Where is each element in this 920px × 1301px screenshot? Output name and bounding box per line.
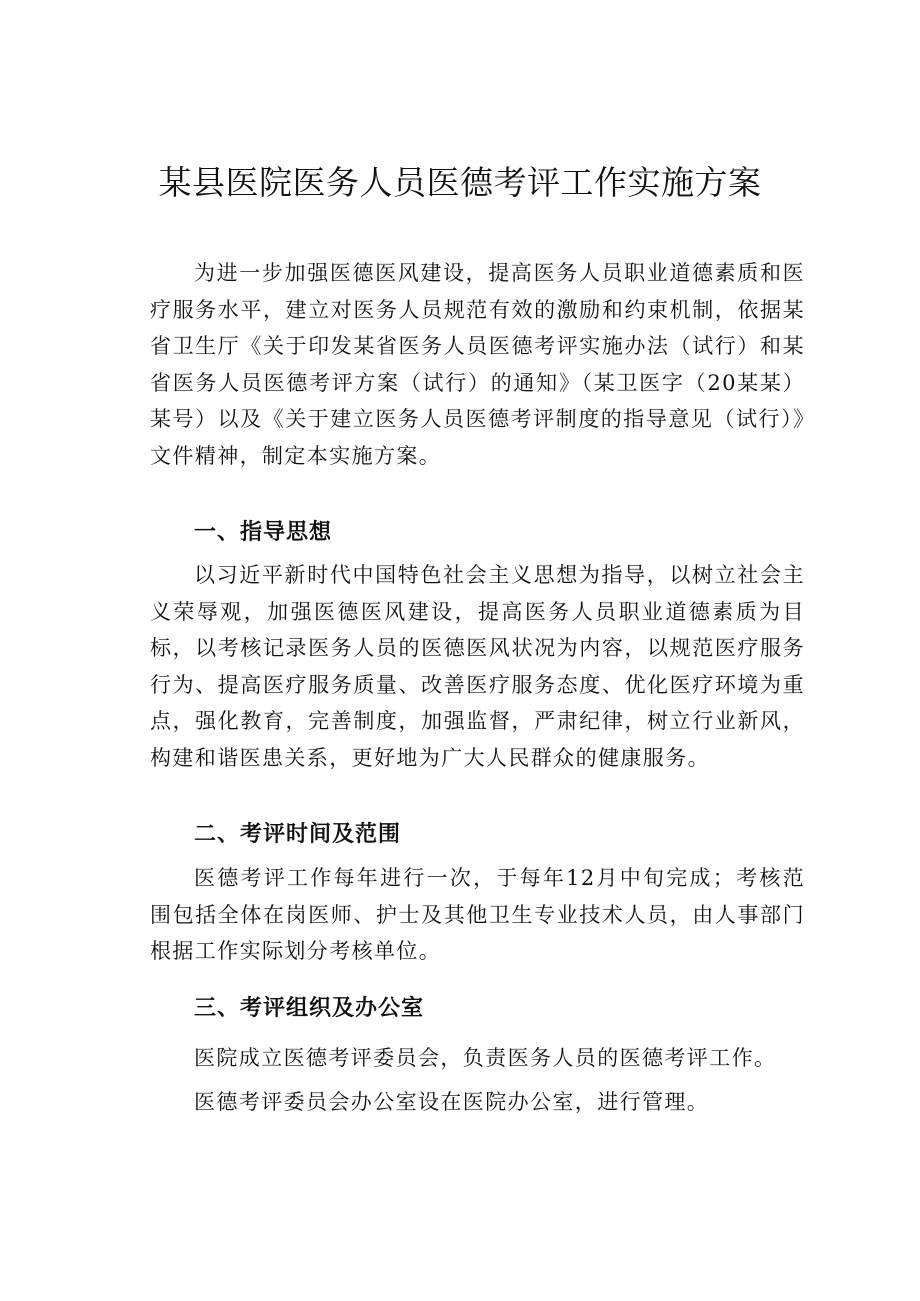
section-paragraph-guiding-ideology: 以习近平新时代中国特色社会主义思想为指导，以树立社会主义荣辱观，加强医德医风建设，提高医务人员职业道德素质为目标，以考核记录医务人员的医德医风状况为内容，以规范医疗服务行为、提高医疗服务质量、改善医疗服务态度、优化医疗环境为重点，强化教育，完善制度，加强监督，严肃纪律，树立行业新风，构建和谐医患关系，更好地为广大人民群众的健康服务。	[150, 563, 805, 770]
organization-line-2: 医德考评委员会办公室设在医院办公室，进行管理。	[194, 1090, 710, 1114]
section-heading-guiding-ideology: 一、指导思想	[194, 520, 333, 545]
document-title: 某县医院医务人员医德考评工作实施方案	[158, 163, 762, 202]
section-heading-organization: 三、考评组织及办公室	[194, 996, 425, 1021]
organization-line-1: 医院成立医德考评委员会，负责医务人员的医德考评工作。	[194, 1046, 777, 1070]
section-paragraph-time-and-scope: 医德考评工作每年进行一次，于每年12月中旬完成；考核范围包括全体在岗医师、护士及其他卫生专业技术人员，由人事部门根据工作实际划分考核单位。	[150, 866, 805, 963]
section-heading-time-and-scope: 二、考评时间及范围	[194, 822, 402, 847]
intro-paragraph: 为进一步加强医德医风建设，提高医务人员职业道德素质和医疗服务水平，建立对医务人员规范有效的激励和约束机制，依据某省卫生厅《关于印发某省医务人员医德考评实施办法（试行）和某省医务人员医德考评方案（试行）的通知》（某卫医字（20某某）某号）以及《关于建立医务人员医德考评制度的指导意见（试行）》文件精神，制定本实施方案。	[150, 261, 805, 468]
